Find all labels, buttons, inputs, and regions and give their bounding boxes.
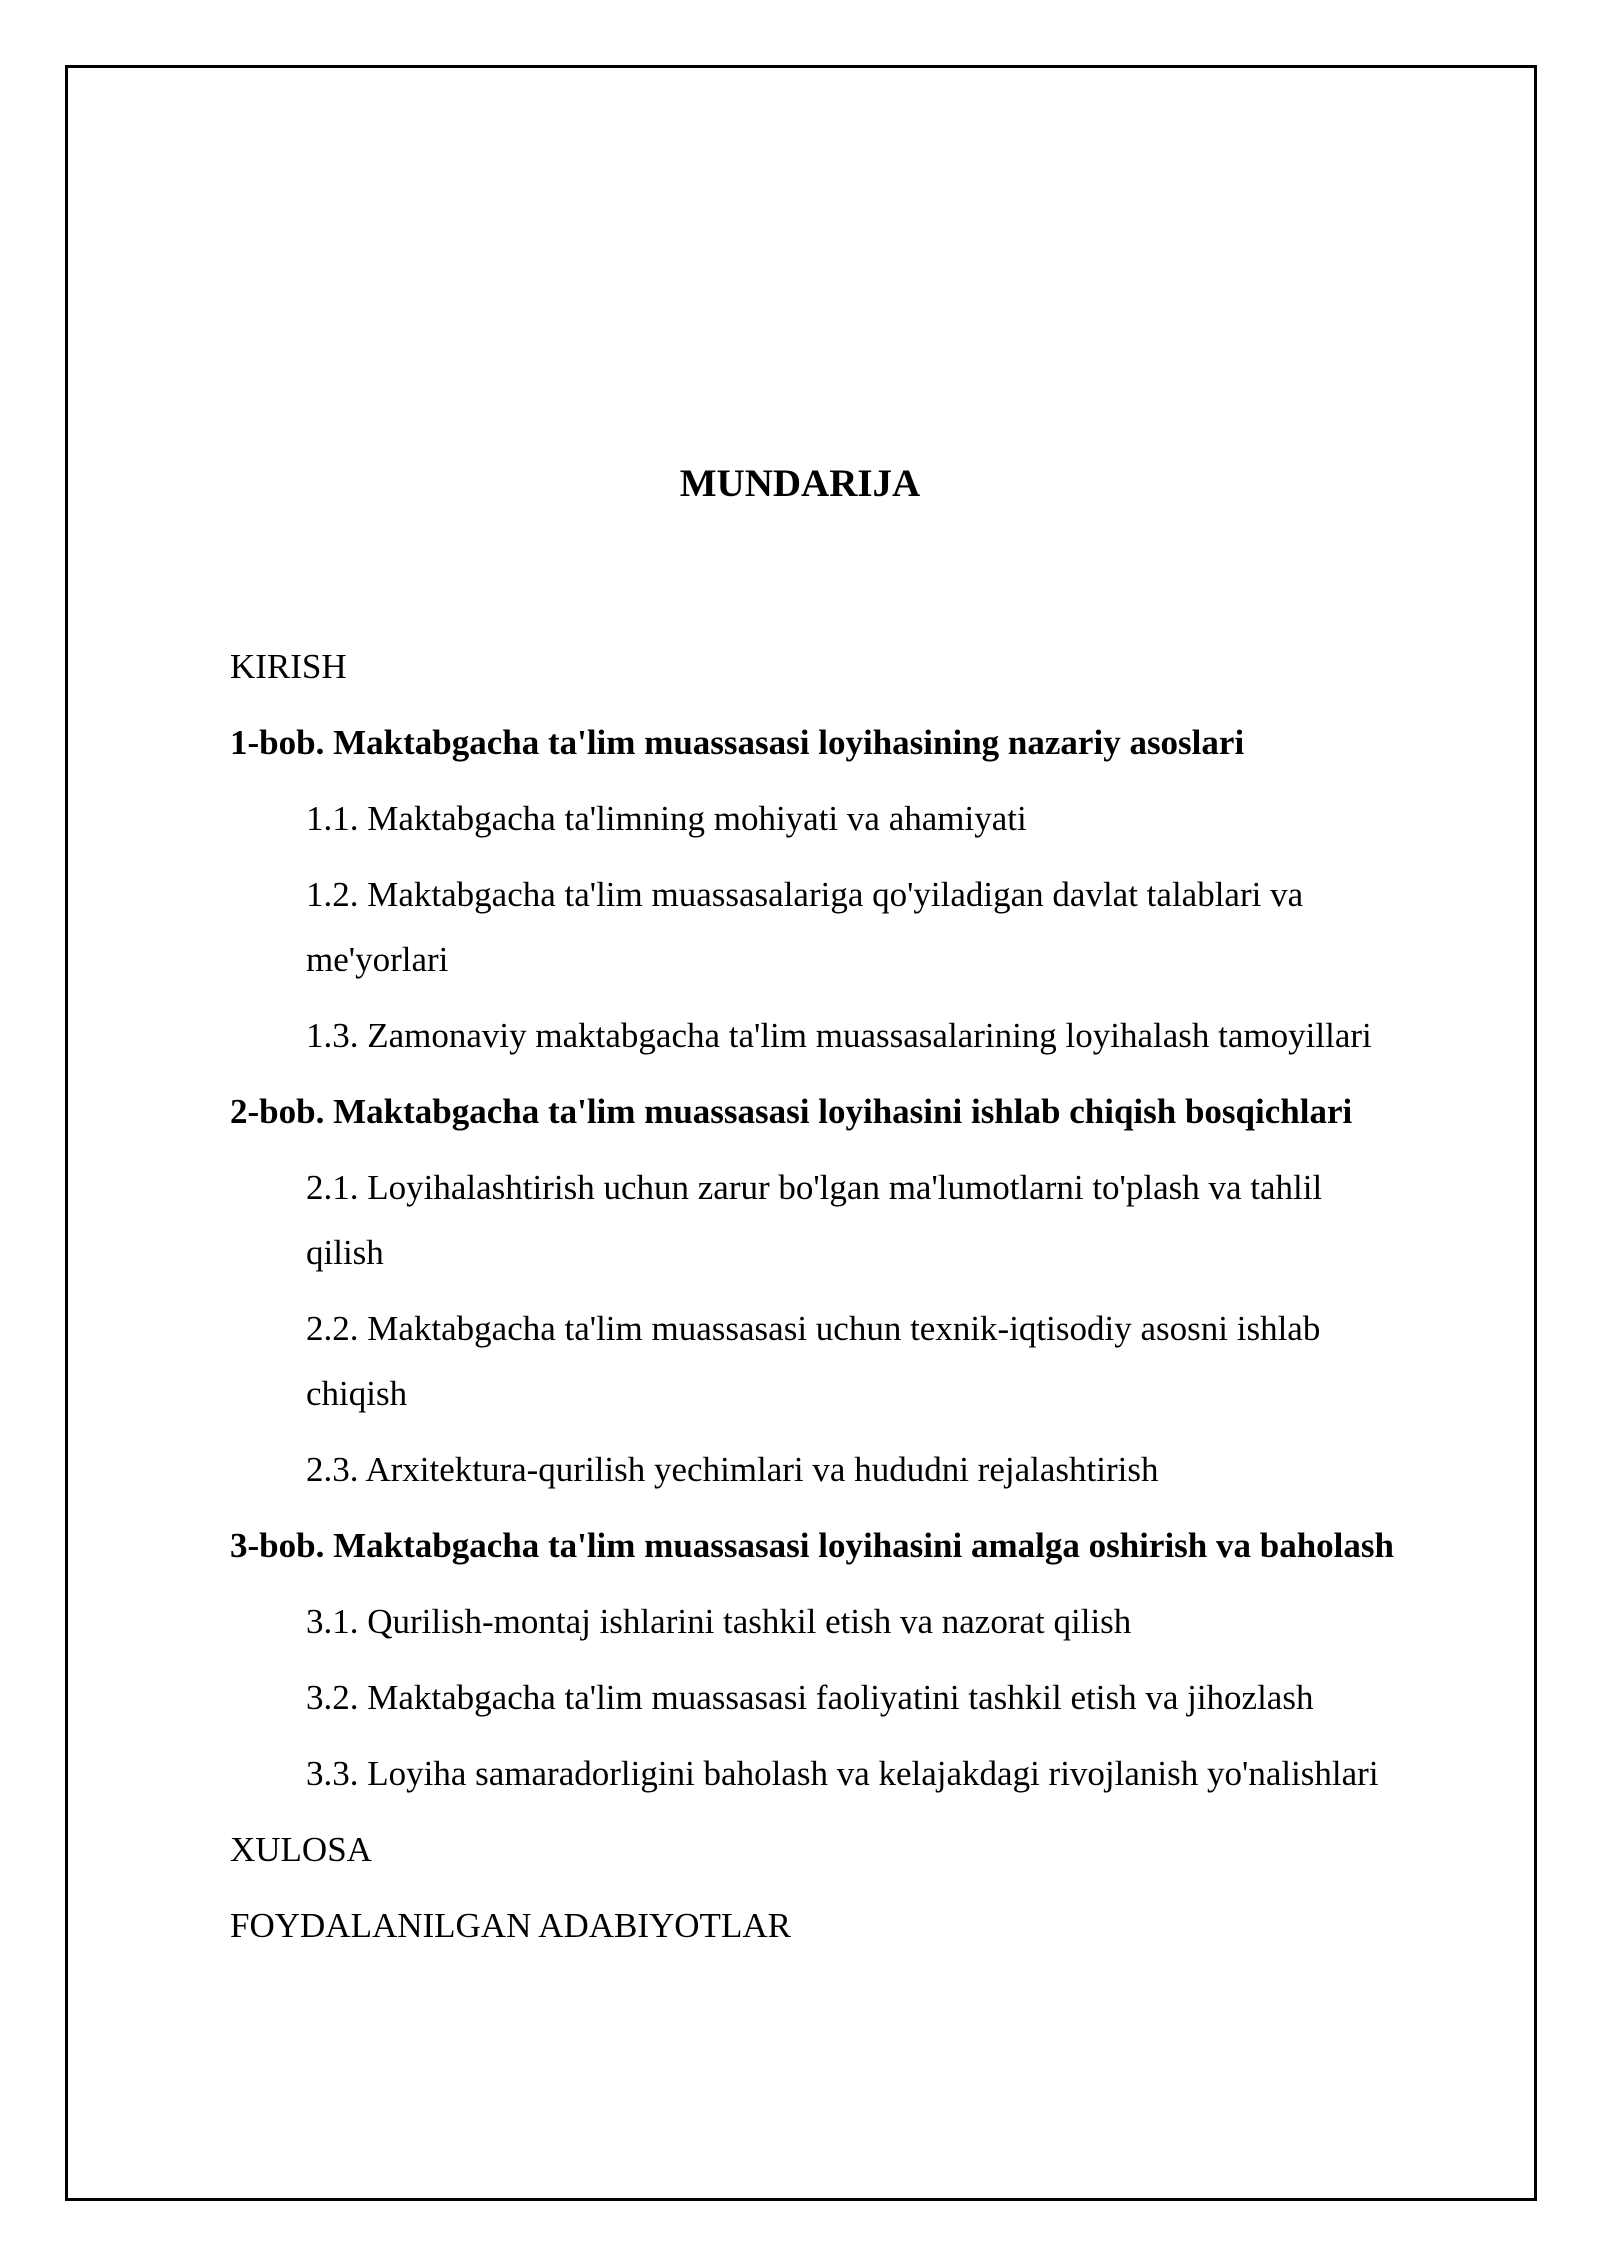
toc-section-1-3: 1.3. Zamonaviy maktabgacha ta'lim muassasalarining loyihalash tamoyillari — [306, 1016, 1372, 1055]
toc-section-1-2-line-1: 1.2. Maktabgacha ta'lim muassasalariga qo'yiladigan davlat talablari va — [306, 875, 1304, 914]
toc-section-3-2: 3.2. Maktabgacha ta'lim muassasasi faoliyatini tashkil etish va jihozlash — [306, 1678, 1314, 1717]
toc-section-1-1: 1.1. Maktabgacha ta'limning mohiyati va ahamiyati — [306, 799, 1027, 838]
toc-references: FOYDALANILGAN ADABIYOTLAR — [230, 1906, 791, 1945]
toc-section-3-1: 3.1. Qurilish-montaj ishlarini tashkil etish va nazorat qilish — [306, 1602, 1132, 1641]
toc-section-3-3: 3.3. Loyiha samaradorligini baholash va kelajakdagi rivojlanish yo'nalishlari — [306, 1754, 1379, 1793]
toc-conclusion: XULOSA — [230, 1830, 372, 1869]
toc-section-1-2-line-2: me'yorlari — [306, 940, 449, 979]
toc-chapter-2-heading: 2-bob. Maktabgacha ta'lim muassasasi loyihasini ishlab chiqish bosqichlari — [230, 1092, 1353, 1131]
toc-section-2-2-line-2: chiqish — [306, 1374, 408, 1413]
toc-chapter-1-heading: 1-bob. Maktabgacha ta'lim muassasasi loyihasining nazariy asoslari — [230, 723, 1245, 762]
toc-section-2-1-line-1: 2.1. Loyihalashtirish uchun zarur bo'lgan ma'lumotlarni to'plash va tahlil — [306, 1168, 1323, 1207]
toc-intro: KIRISH — [230, 647, 347, 686]
toc-section-2-3: 2.3. Arxitektura-qurilish yechimlari va hududni rejalashtirish — [306, 1450, 1159, 1489]
toc-chapter-3-heading: 3-bob. Maktabgacha ta'lim muassasasi loyihasini amalga oshirish va baholash — [230, 1526, 1394, 1565]
page-title: MUNDARIJA — [679, 462, 921, 505]
toc-section-2-2-line-1: 2.2. Maktabgacha ta'lim muassasasi uchun texnik-iqtisodiy asosni ishlab — [306, 1309, 1321, 1348]
toc-section-2-1-line-2: qilish — [306, 1233, 384, 1272]
